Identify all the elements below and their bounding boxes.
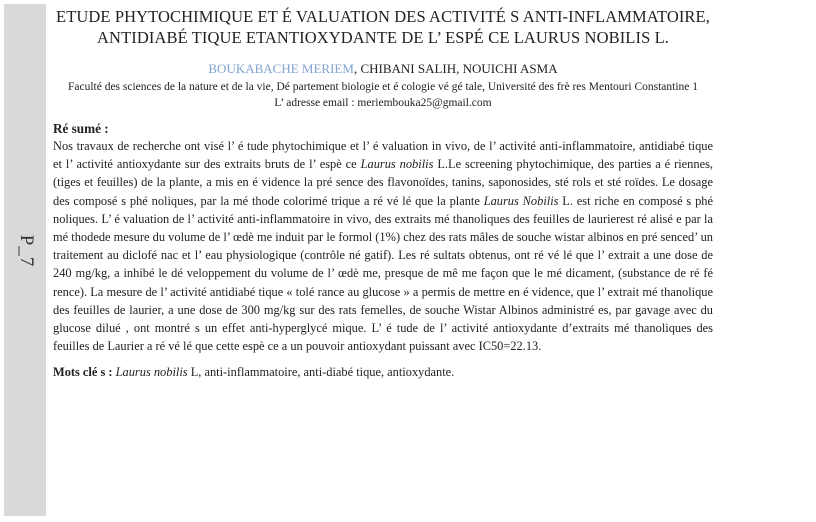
lead-author: BOUKABACHE MERIEM	[208, 61, 354, 76]
abstract-heading: Ré sumé :	[53, 121, 109, 136]
article-title: ETUDE PHYTOCHIMIQUE ET É VALUATION DES ACTIVITÉ S ANTI-INFLAMMATOIRE, ANTIDIABÉ TIQUE ETANTIOXYDANTE DE L’ ESPÉ CE LAURUS NOBILIS L.	[56, 7, 710, 47]
keyword-species: Laurus nobilis	[115, 365, 188, 380]
contact-email: L’ adresse email : meriembouka25@gmail.com	[274, 97, 492, 109]
species-name: Laurus Nobilis	[483, 193, 559, 208]
abstract-text	[53, 137, 713, 355]
page-number-label: P_7	[16, 234, 37, 268]
keywords-line	[53, 364, 713, 381]
keywords-list: L, anti-inflammatoire, anti-diabé tique, antioxydante.	[187, 365, 455, 380]
abstract-part-2: L.Le screening phytochimique, des parties a é riennes, (tiges et feuilles) de la plante, a mis en é vidence la pré sence des flavonoïdes, tanins, saponosides, sté rols et sté roïdes. Le dosage des composé s phé noliques, par la mé thode colorimé trique a ré vé lé que la plante	[53, 157, 713, 208]
species-name: Laurus nobilis	[360, 157, 434, 172]
co-authors: , CHIBANI SALIH, NOUICHI ASMA	[353, 61, 558, 76]
author-line	[53, 61, 713, 77]
affiliation: Faculté des sciences de la nature et de la vie, Dé partement biologie et é cologie vé gé tale, Université des frè res Mentouri Constantine 1	[67, 81, 699, 93]
abstract-part-3: L. est riche en composé s phé noliques. L’ é valuation de l’ activité anti-inflammatoire in vivo, des extraits mé thanoliques des feuilles de laurierest ré alisé e par la mé thodede mesure du volume de l’ œdè me induit par le formol (1%) chez des rats mâles de souche wistar albinos en pré senced’ un traitement au diclofé nac et l’ eau physiologique (contrôle né gatif). Les ré sultats obtenus, ont ré vé lé que l’ extrait a une dose de 240 mg/kg, a inhibé le dé veloppement du volume de l’ œdè me, presque de mê me façon que le mé dicament, (substance de ré fé rence). La mesure de l’ activité antidiabé tique « tolé rance au glucose » a permis de mettre en é vidence, que l’ extrait mé thanolique des feuilles de laurier, a une dose de 300 mg/kg sur des rats femelles, de souche Wistar Albinos administré es, par gavage avec du glucose dilué , ont montré s un effet anti-hyperglycé mique. L’ é tude de l’ activité antioxydante d’extraits mé thanoliques des feuilles de Laurier a ré vé lé que cette espè ce a un pouvoir antioxydant puissant avec IC50=22.13.	[53, 193, 713, 354]
article-body	[53, 6, 713, 381]
abstract-part-1: Nos travaux de recherche ont visé l’ é tude phytochimique et l’ é valuation in vivo, de l’ activité anti-inflammatoire, antidiabé tique et l’ activité antioxydante sur des extraits bruts de l’ espè ce	[53, 139, 713, 172]
keywords-label: Mots clé s :	[53, 365, 113, 380]
